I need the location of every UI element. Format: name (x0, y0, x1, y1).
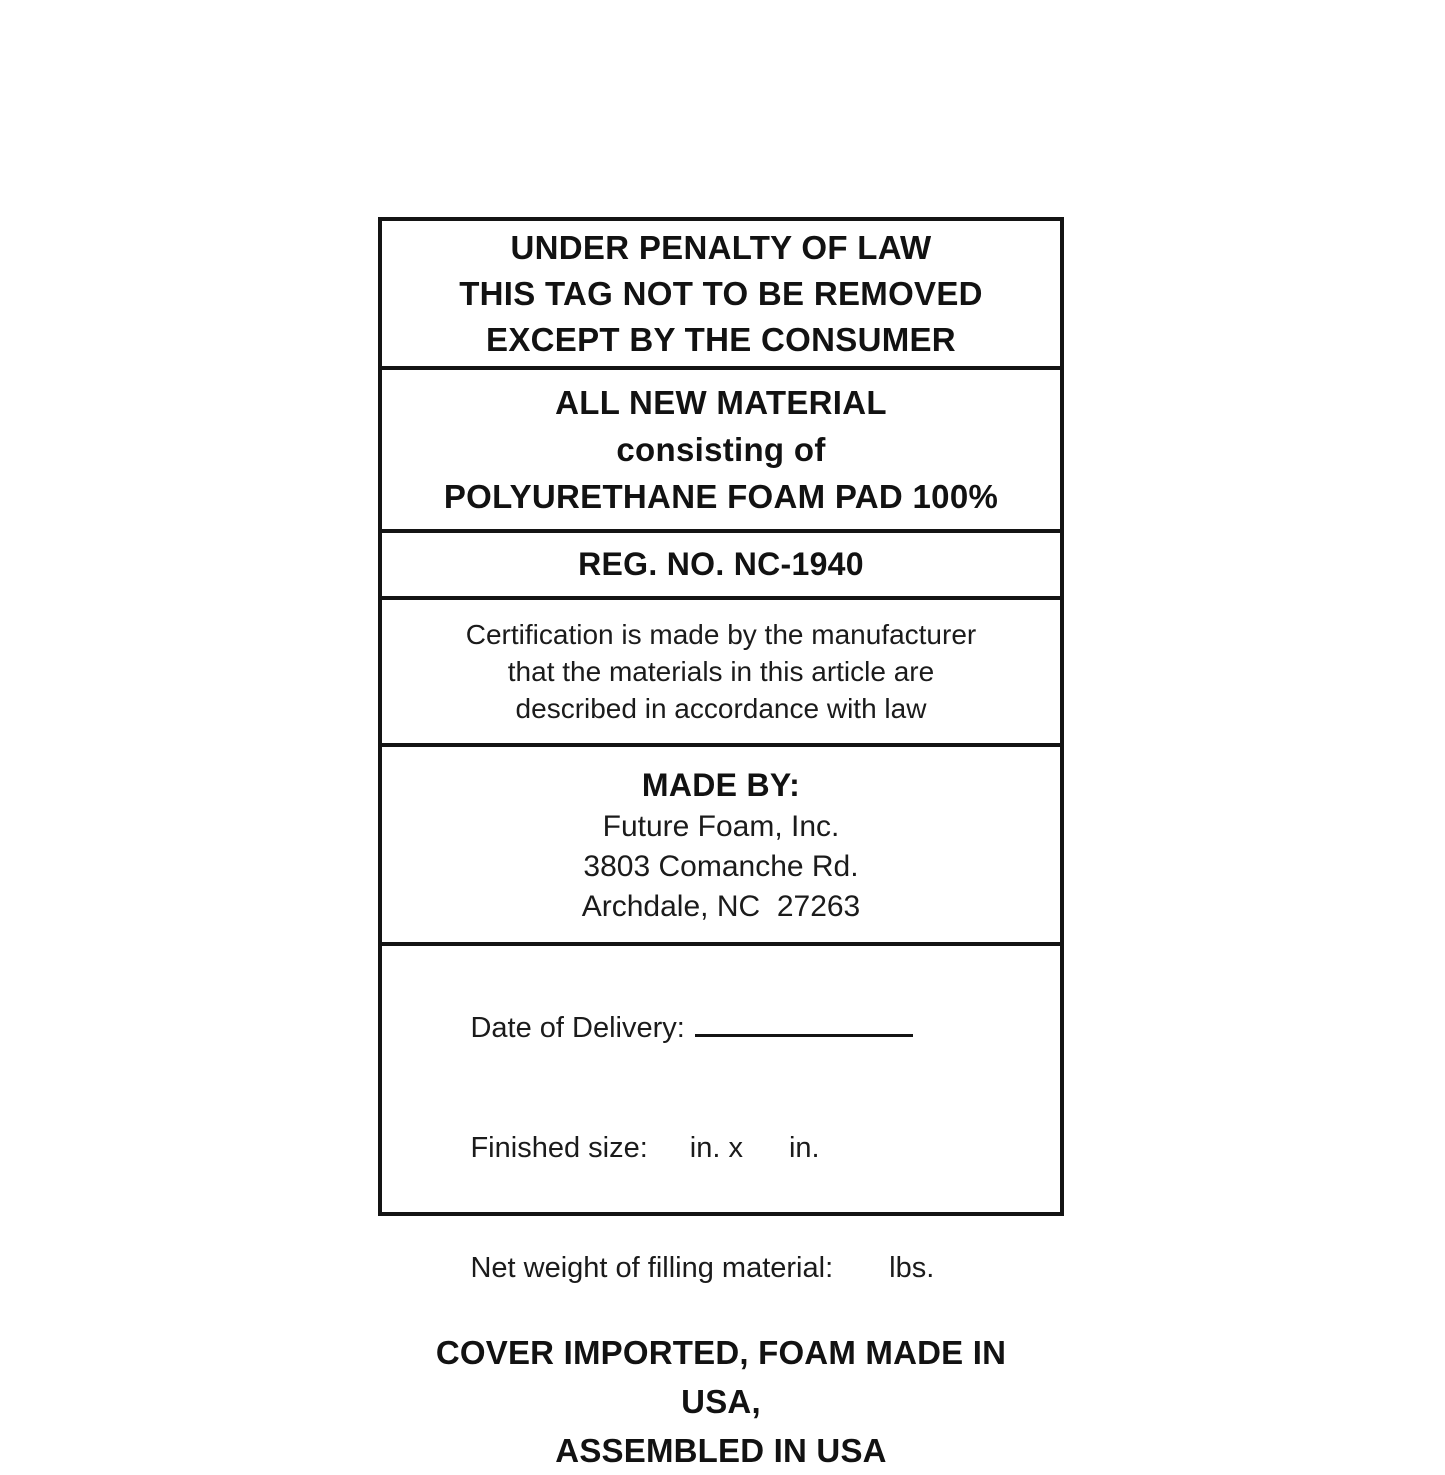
penalty-section (382, 221, 1060, 366)
details-section (382, 942, 1060, 1469)
certification-line-1: Certification is made by the manufacturer (465, 619, 977, 650)
origin-statement (406, 1328, 1036, 1475)
finished-size-label: Finished size: (470, 1132, 648, 1164)
origin-line-2: ASSEMBLED IN USA (555, 1432, 887, 1469)
penalty-line-3: EXCEPT BY THE CONSUMER (486, 320, 956, 358)
made-by-section (382, 743, 1060, 942)
material-line-1: ALL NEW MATERIAL (555, 384, 887, 421)
registration-number: REG. NO. NC-1940 (578, 546, 864, 582)
made-by-heading: MADE BY: (641, 766, 801, 803)
manufacturer-name: Future Foam, Inc. (602, 809, 840, 843)
penalty-line-2: THIS TAG NOT TO BE REMOVED (459, 274, 983, 312)
certification-line-3: described in accordance with law (515, 693, 927, 724)
date-of-delivery-row (406, 968, 1036, 1088)
manufacturer-street: 3803 Comanche Rd. (583, 849, 859, 883)
net-weight-unit: lbs. (889, 1252, 935, 1284)
finished-size-row (406, 1088, 1036, 1208)
material-line-3: POLYURETHANE FOAM PAD 100% (443, 478, 999, 515)
material-line-2: consisting of (616, 431, 826, 468)
penalty-line-1: UNDER PENALTY OF LAW (510, 228, 932, 266)
origin-line-1: COVER IMPORTED, FOAM MADE IN USA, (435, 1334, 1016, 1420)
date-of-delivery-label: Date of Delivery: (470, 1012, 685, 1044)
certification-line-2: that the materials in this article are (507, 656, 935, 687)
law-tag-label (378, 217, 1064, 1469)
manufacturer-city-state-zip: Archdale, NC 27263 (581, 889, 861, 923)
finished-size-unit-a: in. x (689, 1132, 743, 1164)
finished-size-unit-b: in. (788, 1132, 820, 1164)
registration-section (382, 529, 1060, 596)
net-weight-label: Net weight of filling material: (470, 1252, 834, 1284)
date-blank-line (695, 1010, 913, 1037)
net-weight-row (406, 1208, 1036, 1328)
material-section (382, 366, 1060, 529)
certification-section (382, 596, 1060, 743)
